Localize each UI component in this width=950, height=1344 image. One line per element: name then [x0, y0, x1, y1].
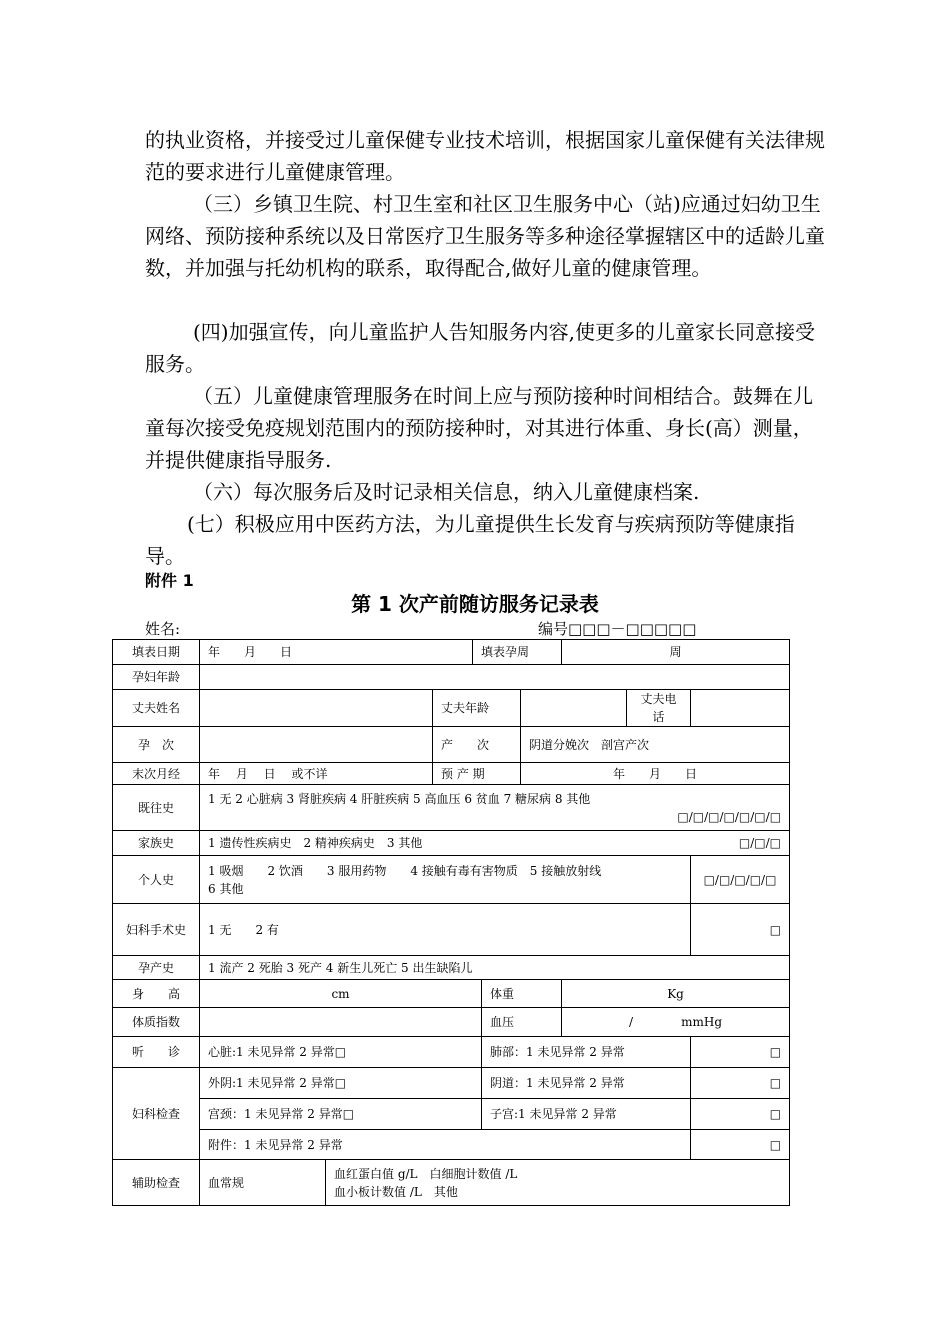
pregnant-week-label: 填表孕周 — [473, 640, 562, 665]
attachment-label: 附件 1 — [145, 571, 194, 590]
row-husband — [113, 690, 790, 727]
gyn-surgery-options: 1 无 2 有 — [200, 904, 691, 956]
cervix-exam[interactable]: 宫颈：1 未见异常 2 异常□ — [200, 1099, 482, 1130]
bmi-label: 体质指数 — [113, 1008, 200, 1037]
row-fill-date — [113, 640, 790, 665]
weight-label: 体重 — [482, 980, 562, 1008]
form-title: 第 1 次产前随访服务记录表 — [351, 592, 599, 616]
age-value[interactable] — [200, 665, 790, 690]
paragraph-item-4: (四)加强宣传，向儿童监护人告知服务内容,使更多的儿童家长同意接受服务。 — [145, 320, 815, 376]
paragraph-item-3: （三）乡镇卫生院、村卫生室和社区卫生服务中心（站)应通过妇幼卫生网络、预防接种系统以及日常医疗卫生服务等多种途径掌握辖区中的适龄儿童数，并加强与托幼机构的联系，取得配合,做好儿童的健康管理。 — [145, 192, 825, 280]
personal-history-options-1: 1 吸烟 2 饮酒 3 服用药物 4 接触有毒有害物质 5 接触放射线 — [208, 863, 602, 878]
blood-pressure-value[interactable]: / mmHg — [562, 1008, 790, 1037]
due-date-label: 预 产 期 — [433, 763, 521, 785]
heart-exam[interactable]: 心脏:1 未见异常 2 异常□ — [200, 1037, 482, 1068]
row-gyn-surgery — [113, 904, 790, 956]
due-date-value[interactable]: 年 月 日 — [521, 763, 790, 785]
past-history-label: 既往史 — [113, 785, 200, 831]
paragraph-item-5: （五）儿童健康管理服务在时间上应与预防接种时间相结合。鼓舞在儿童每次接受免疫规划范围内的预防接种时，对其进行体重、身长(高）测量，并提供健康指导服务. — [145, 384, 813, 472]
uterus-checkbox[interactable]: □ — [691, 1099, 790, 1130]
husband-phone-value[interactable] — [691, 690, 790, 727]
prenatal-visit-form — [112, 639, 790, 1206]
pregnant-week-value[interactable]: 周 — [562, 640, 790, 665]
blood-routine-values[interactable] — [326, 1160, 790, 1206]
lung-exam: 肺部：1 未见异常 2 异常 — [482, 1037, 691, 1068]
family-history-cell[interactable] — [200, 831, 790, 856]
auscultation-label: 听 诊 — [113, 1037, 200, 1068]
personal-history-checkboxes[interactable]: □/□/□/□/□ — [691, 856, 790, 904]
height-label: 身 高 — [113, 980, 200, 1008]
gyn-surgery-checkbox[interactable]: □ — [691, 904, 790, 956]
husband-age-value[interactable] — [521, 690, 627, 727]
row-auscultation — [113, 1037, 790, 1068]
husband-age-label: 丈夫年龄 — [433, 690, 521, 727]
row-gyn-adnexa — [113, 1130, 790, 1160]
lung-checkbox[interactable]: □ — [691, 1037, 790, 1068]
blood-routine-line-1: 血红蛋白值 g/L 白细胞计数值 /L — [334, 1166, 518, 1181]
row-height-weight — [113, 980, 790, 1008]
height-value[interactable]: cm — [200, 980, 482, 1008]
name-label: 姓名: — [145, 620, 181, 638]
fill-date-value[interactable]: 年 月 日 — [200, 640, 473, 665]
obstetric-history-options[interactable]: 1 流产 2 死胎 3 死产 4 新生儿死亡 5 出生缺陷儿 — [200, 956, 790, 980]
personal-history-options-2: 6 其他 — [208, 881, 244, 896]
paragraph-qualification: 的执业资格，并接受过儿童保健专业技术培训，根据国家儿童保健有关法律规范的要求进行儿童健康管理。 — [145, 128, 825, 184]
row-gyn-cervix — [113, 1099, 790, 1130]
lmp-label: 末次月经 — [113, 763, 200, 785]
past-history-checkboxes[interactable]: □/□/□/□/□/□/□ — [677, 809, 782, 824]
husband-name-label: 丈夫姓名 — [113, 690, 200, 727]
row-gravidity — [113, 727, 790, 763]
row-personal-history — [113, 856, 790, 904]
gyn-exam-label: 妇科检查 — [113, 1068, 200, 1160]
gravidity-label: 孕 次 — [113, 727, 200, 763]
uterus-exam: 子宫:1 未见异常 2 异常 — [482, 1099, 691, 1130]
row-age — [113, 665, 790, 690]
row-past-history — [113, 785, 790, 831]
family-history-options: 1 遗传性疾病史 2 精神疾病史 3 其他 — [208, 836, 423, 850]
personal-history-label: 个人史 — [113, 856, 200, 904]
husband-name-value[interactable] — [200, 690, 433, 727]
vagina-exam: 阴道：1 未见异常 2 异常 — [482, 1068, 691, 1099]
row-family-history — [113, 831, 790, 856]
blood-pressure-label: 血压 — [482, 1008, 562, 1037]
row-lmp — [113, 763, 790, 785]
aux-exam-label: 辅助检查 — [113, 1160, 200, 1206]
parity-value[interactable]: 阴道分娩次 剖宫产次 — [521, 727, 790, 763]
lmp-value[interactable]: 年 月 日 或不详 — [200, 763, 433, 785]
adnexa-checkbox[interactable]: □ — [691, 1130, 790, 1160]
parity-label: 产 次 — [433, 727, 521, 763]
gyn-surgery-label: 妇科手术史 — [113, 904, 200, 956]
blood-routine-line-2: 血小板计数值 /L 其他 — [334, 1184, 458, 1199]
adnexa-exam: 附件：1 未见异常 2 异常 — [200, 1130, 691, 1160]
age-label: 孕妇年龄 — [113, 665, 200, 690]
weight-value[interactable]: Kg — [562, 980, 790, 1008]
family-history-label: 家族史 — [113, 831, 200, 856]
row-bmi-bp — [113, 1008, 790, 1037]
past-history-options: 1 无 2 心脏病 3 肾脏疾病 4 肝脏疾病 5 高血压 6 贫血 7 糖尿病 8 其他 — [208, 791, 591, 806]
row-aux-exam — [113, 1160, 790, 1206]
vagina-checkbox[interactable]: □ — [691, 1068, 790, 1099]
row-obstetric-history — [113, 956, 790, 980]
row-gyn-vulva — [113, 1068, 790, 1099]
paragraph-item-6: （六）每次服务后及时记录相关信息，纳入儿童健康档案. — [193, 480, 700, 504]
bmi-value[interactable] — [200, 1008, 482, 1037]
family-history-checkboxes[interactable]: □/□/□ — [738, 836, 782, 850]
past-history-cell[interactable] — [200, 785, 790, 831]
code-label: 编号□□□－□□□□□ — [538, 620, 697, 638]
personal-history-cell — [200, 856, 691, 904]
fill-date-label: 填表日期 — [113, 640, 200, 665]
blood-routine-label: 血常规 — [200, 1160, 326, 1206]
paragraph-item-7: (七）积极应用中医药方法，为儿童提供生长发育与疾病预防等健康指导。 — [145, 512, 795, 568]
husband-phone-label: 丈夫电话 — [627, 690, 691, 727]
gravidity-value[interactable] — [200, 727, 433, 763]
obstetric-history-label: 孕产史 — [113, 956, 200, 980]
vulva-exam[interactable]: 外阴:1 未见异常 2 异常□ — [200, 1068, 482, 1099]
